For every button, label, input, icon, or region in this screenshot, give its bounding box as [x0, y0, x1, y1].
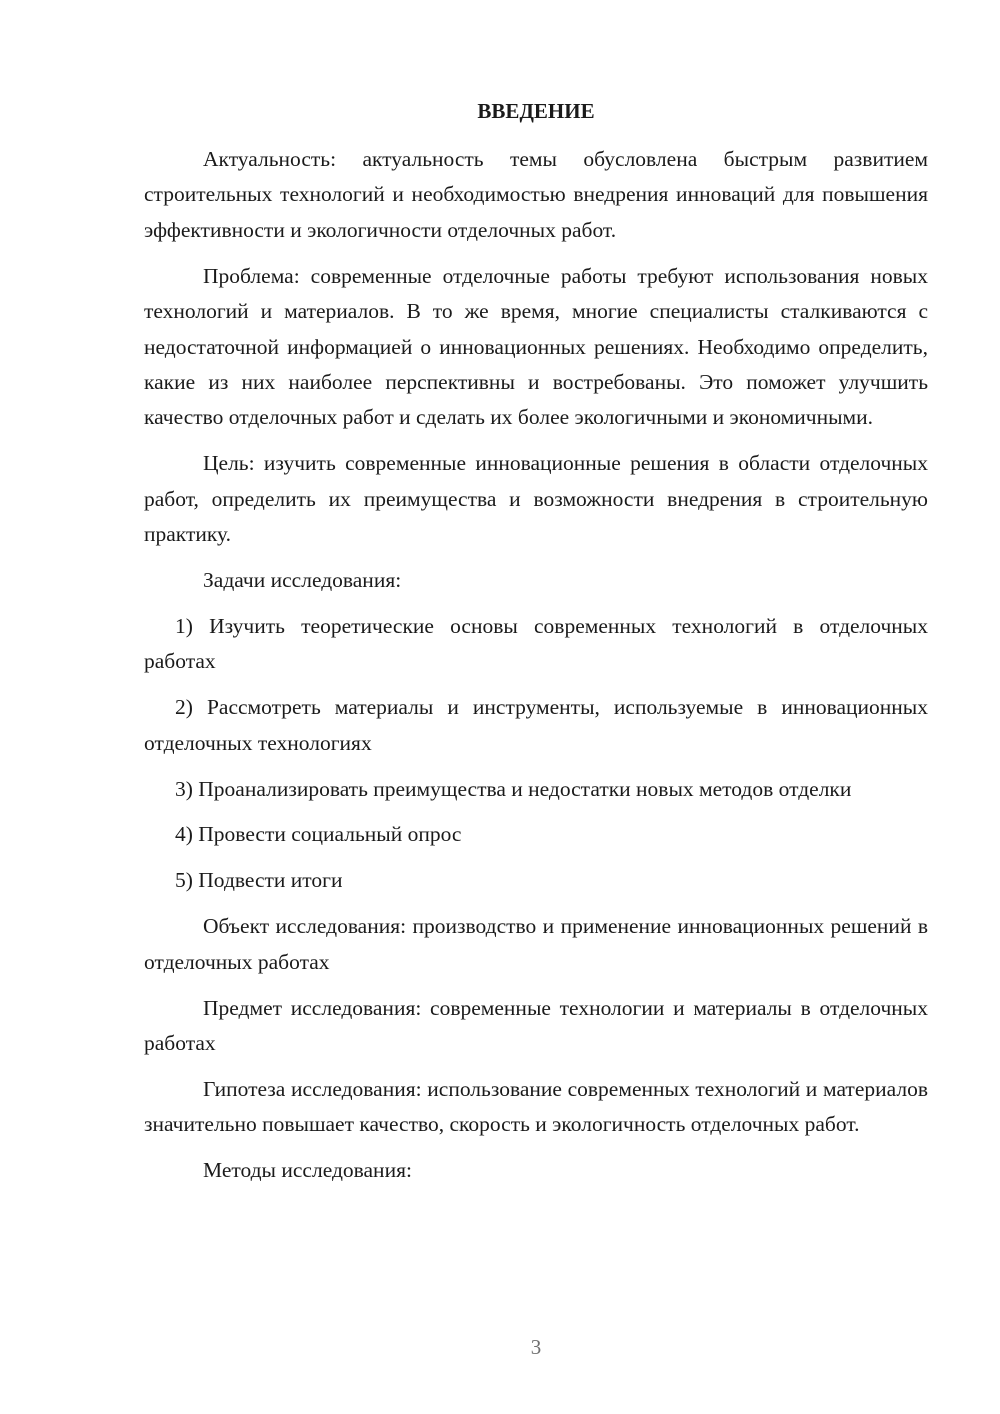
- section-heading: ВВЕДЕНИЕ: [477, 99, 595, 123]
- paragraph-tasks-title: Задачи исследования:: [203, 567, 402, 592]
- page-number: 3: [530, 1335, 542, 1359]
- paragraph-problem: Проблема: современные отделочные работы требуют использования новых технологий и материалов. В то же время, многие специалисты сталкиваются с недостаточной информацией о инновационных решениях. Необходимо определить, какие из них наиболее перспективны и востребованы. Это поможет улучшить качество отделочных работ и сделать их более экологичными и экономичными.: [144, 263, 928, 430]
- paragraph-relevance: Актуальность: актуальность темы обусловлена быстрым развитием строительных технологий и необходимостью внедрения инноваций для повышения эффективности и экологичности отделочных работ.: [144, 147, 928, 242]
- paragraph-object: Объект исследования: производство и применение инновационных решений в отделочных работах: [144, 914, 928, 974]
- list-item-task-4: 4) Провести социальный опрос: [175, 822, 462, 847]
- paragraph-subject: Предмет исследования: современные технологии и материалы в отделочных работах: [144, 995, 928, 1055]
- list-item-task-5: 5) Подвести итоги: [175, 868, 343, 893]
- list-item-task-3: 3) Проанализировать преимущества и недостатки новых методов отделки: [175, 776, 852, 801]
- paragraph-methods: Методы исследования:: [203, 1158, 412, 1183]
- paragraph-hypothesis: Гипотеза исследования: использование современных технологий и материалов значительно повышает качество, скорость и экологичность отделочных работ.: [144, 1076, 928, 1137]
- list-item-task-2: 2) Рассмотреть материалы и инструменты, используемые в инновационных отделочных технологиях: [144, 695, 928, 755]
- list-item-task-1: 1) Изучить теоретические основы современных технологий в отделочных работах: [144, 613, 928, 674]
- paragraph-goal: Цель: изучить современные инновационные решения в области отделочных работ, определить их преимущества и возможности внедрения в строительную практику.: [144, 451, 928, 547]
- document-body: [144, 142, 928, 1199]
